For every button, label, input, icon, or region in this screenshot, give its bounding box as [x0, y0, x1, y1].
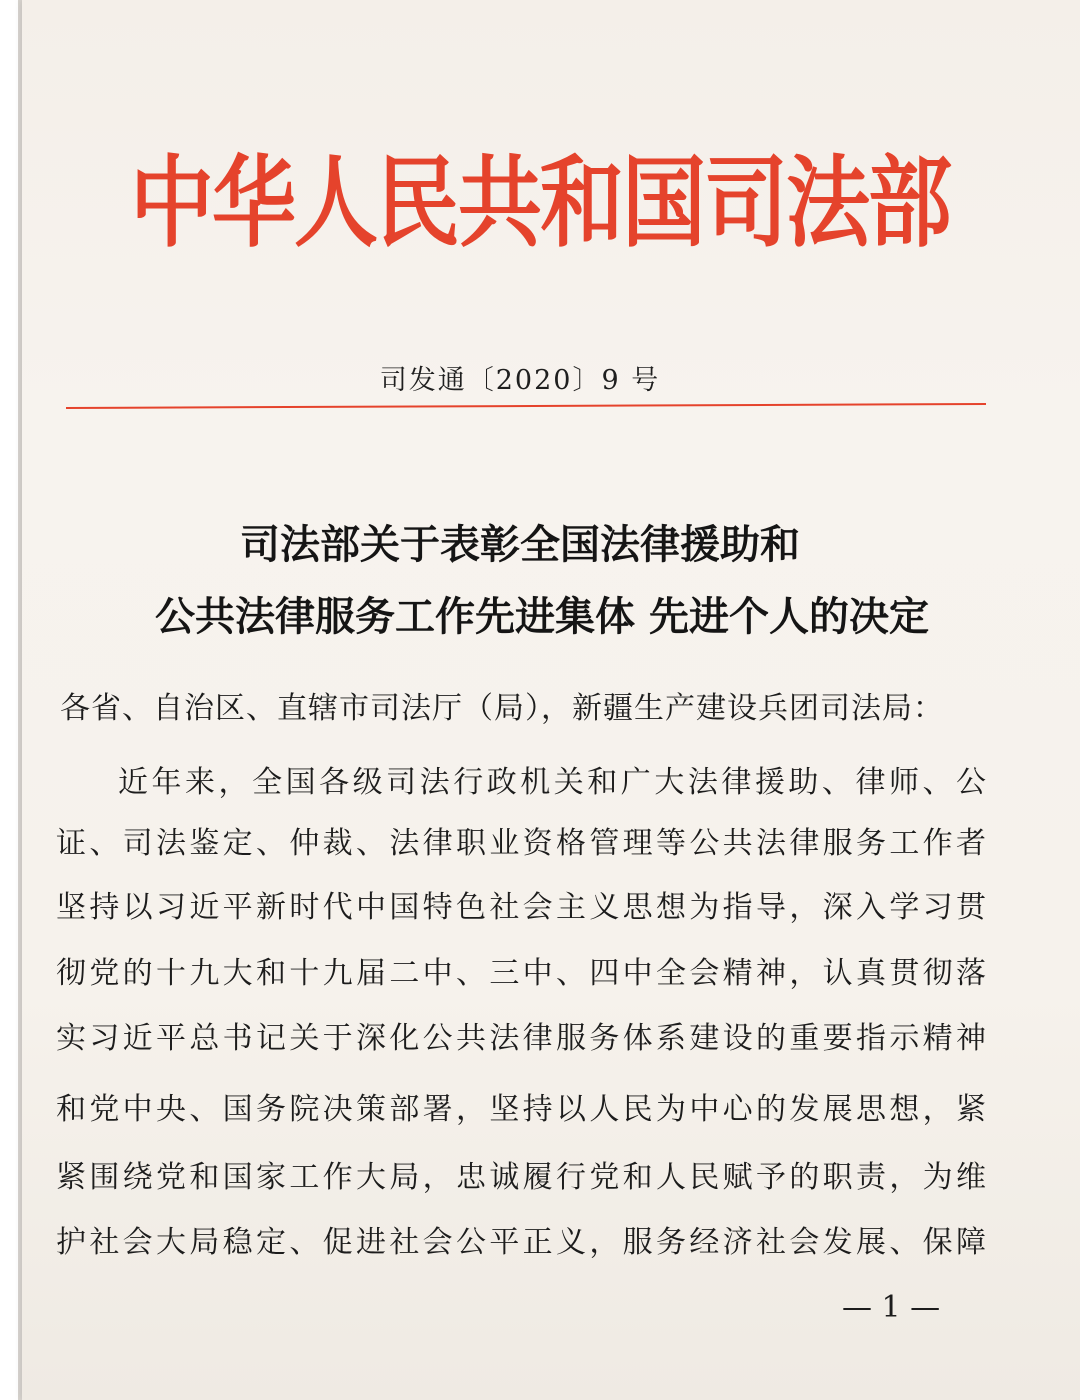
body-line: 坚持以习近平新时代中国特色社会主义思想为指导，深入学习贯: [56, 890, 986, 925]
body-line: 实习近平总书记关于深化公共法律服务体系建设的重要指示精神: [56, 1021, 986, 1056]
body-line: 和党中央、国务院决策部署，坚持以人民为中心的发展思想，紧: [56, 1092, 986, 1127]
salutation: 各省、自治区、直辖市司法厅（局），新疆生产建设兵团司法局：: [60, 691, 944, 726]
body-line: 近年来，全国各级司法行政机关和广大法律援助、律师、公: [118, 765, 986, 800]
body-line: 紧围绕党和国家工作大局，忠诚履行党和人民赋予的职责，为维: [56, 1160, 986, 1195]
body-line: 证、司法鉴定、仲裁、法律职业资格管理等公共法律服务工作者: [56, 826, 986, 861]
document-title-line-2: 公共法律服务工作先进集体 先进个人的决定: [155, 594, 929, 640]
document-number: 司发通〔2020〕9 号: [379, 365, 661, 396]
body-line: 护社会大局稳定、促进社会公平正义，服务经济社会发展、保障: [56, 1225, 986, 1260]
document-title-line-1: 司法部关于表彰全国法律援助和: [240, 522, 800, 568]
body-line: 彻党的十九大和十九届二中、三中、四中全会精神，认真贯彻落: [56, 956, 986, 991]
masthead-title: 中华人民共和国司法部: [130, 145, 951, 261]
page-number: — 1 —: [842, 1290, 941, 1325]
